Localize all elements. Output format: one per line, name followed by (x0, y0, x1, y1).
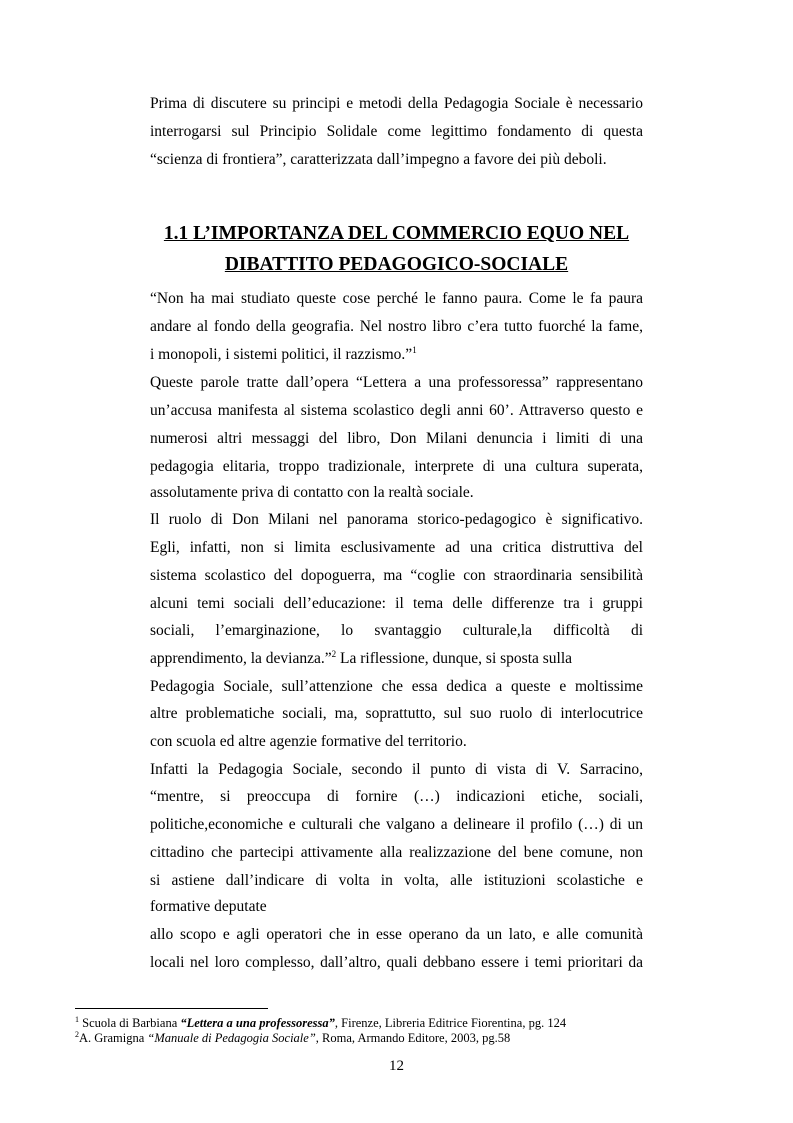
footnote-separator (75, 1008, 268, 1009)
footnote-2 (75, 1031, 510, 1046)
body-line: altre problematiche sociali, ma, soprattutto, sul suo ruolo di interlocutrice (150, 705, 643, 722)
footnote-author: Scuola di Barbiana (79, 1016, 181, 1030)
body-line: assolutamente priva di contatto con la realtà sociale. (150, 484, 474, 501)
body-line: Infatti la Pedagogia Sociale, secondo il punto di vista di V. Sarracino, (150, 761, 643, 778)
footnote-title: “Manuale di Pedagogia Sociale” (147, 1031, 316, 1045)
body-line: sistema scolastico del dopoguerra, ma “coglie con straordinaria sensibilità (150, 567, 643, 584)
quote-text: i monopoli, i sistemi politici, il razzismo.” (150, 346, 413, 363)
quote-line: andare al fondo della geografia. Nel nostro libro c’era tutto fuorché la fame, (150, 318, 643, 335)
intro-line: “scienza di frontiera”, caratterizzata dall’impegno a favore dei più deboli. (150, 151, 607, 168)
footnote-author: A. Gramigna (79, 1031, 148, 1045)
footnote-number: 1 (75, 1015, 79, 1024)
body-line: pedagogia elitaria, troppo tradizionale, interprete di una cultura superata, (150, 458, 643, 475)
body-line: si astiene dall’indicare di volta in volta, alle istituzioni scolastiche e (150, 872, 643, 889)
quote-line: “Non ha mai studiato queste cose perché le fanno paura. Come le fa paura (150, 290, 643, 307)
body-line: Pedagogia Sociale, sull’attenzione che essa dedica a queste e moltissime (150, 678, 643, 695)
body-text: La riflessione, dunque, si sposta sulla (336, 650, 573, 667)
body-line: alcuni temi sociali dell’educazione: il tema delle differenze tra i gruppi (150, 595, 643, 612)
body-line: sociali, l’emarginazione, lo svantaggio culturale,la difficoltà di (150, 622, 643, 639)
body-line: Egli, infatti, non si limita esclusivamente ad una critica distruttiva del (150, 539, 643, 556)
footnote-1 (75, 1016, 566, 1031)
body-line: allo scopo e agli operatori che in esse operano da un lato, e alle comunità (150, 926, 643, 943)
body-line: numerosi altri messaggi del libro, Don Milani denuncia i limiti di una (150, 430, 643, 447)
body-line: con scuola ed altre agenzie formative del territorio. (150, 733, 467, 750)
footnote-number: 2 (75, 1030, 79, 1039)
intro-line: Prima di discutere su principi e metodi della Pedagogia Sociale è necessario (150, 95, 643, 112)
footnote-details: , Firenze, Libreria Editrice Fiorentina, pg. 124 (334, 1016, 567, 1030)
section-heading-line1: 1.1 L’IMPORTANZA DEL COMMERCIO EQUO NEL (163, 223, 630, 244)
body-line: Queste parole tratte dall’opera “Lettera a una professoressa” rappresentano (150, 374, 643, 391)
body-line: cittadino che partecipi attivamente alla realizzazione del bene comune, non (150, 844, 643, 861)
body-line: politiche,economiche e culturali che valgano a delineare il profilo (…) di un (150, 816, 643, 833)
section-heading-line2: DIBATTITO PEDAGOGICO-SOCIALE (224, 254, 569, 275)
body-line (150, 650, 643, 668)
body-line: Il ruolo di Don Milani nel panorama storico-pedagogico è significativo. (150, 511, 643, 528)
page-number: 12 (389, 1058, 404, 1074)
body-text: apprendimento, la devianza.” (150, 650, 332, 667)
quote-line (150, 346, 643, 364)
intro-line: interrogarsi sul Principio Solidale come legittimo fondamento di questa (150, 123, 643, 140)
footnote-ref-2: 2 (331, 649, 337, 659)
body-line: locali nel loro complesso, dall’altro, quali debbano essere i temi prioritari da (150, 954, 643, 971)
footnote-title: “Lettera a una professoressa” (180, 1016, 335, 1030)
body-line: “mentre, si preoccupa di fornire (…) indicazioni etiche, sociali, (150, 788, 643, 805)
footnote-details: , Roma, Armando Editore, 2003, pg.58 (315, 1031, 511, 1045)
body-line: un’accusa manifesta al sistema scolastico degli anni 60’. Attraverso questo e (150, 402, 643, 419)
footnote-ref-1: 1 (412, 345, 417, 355)
body-line: formative deputate (150, 898, 267, 915)
